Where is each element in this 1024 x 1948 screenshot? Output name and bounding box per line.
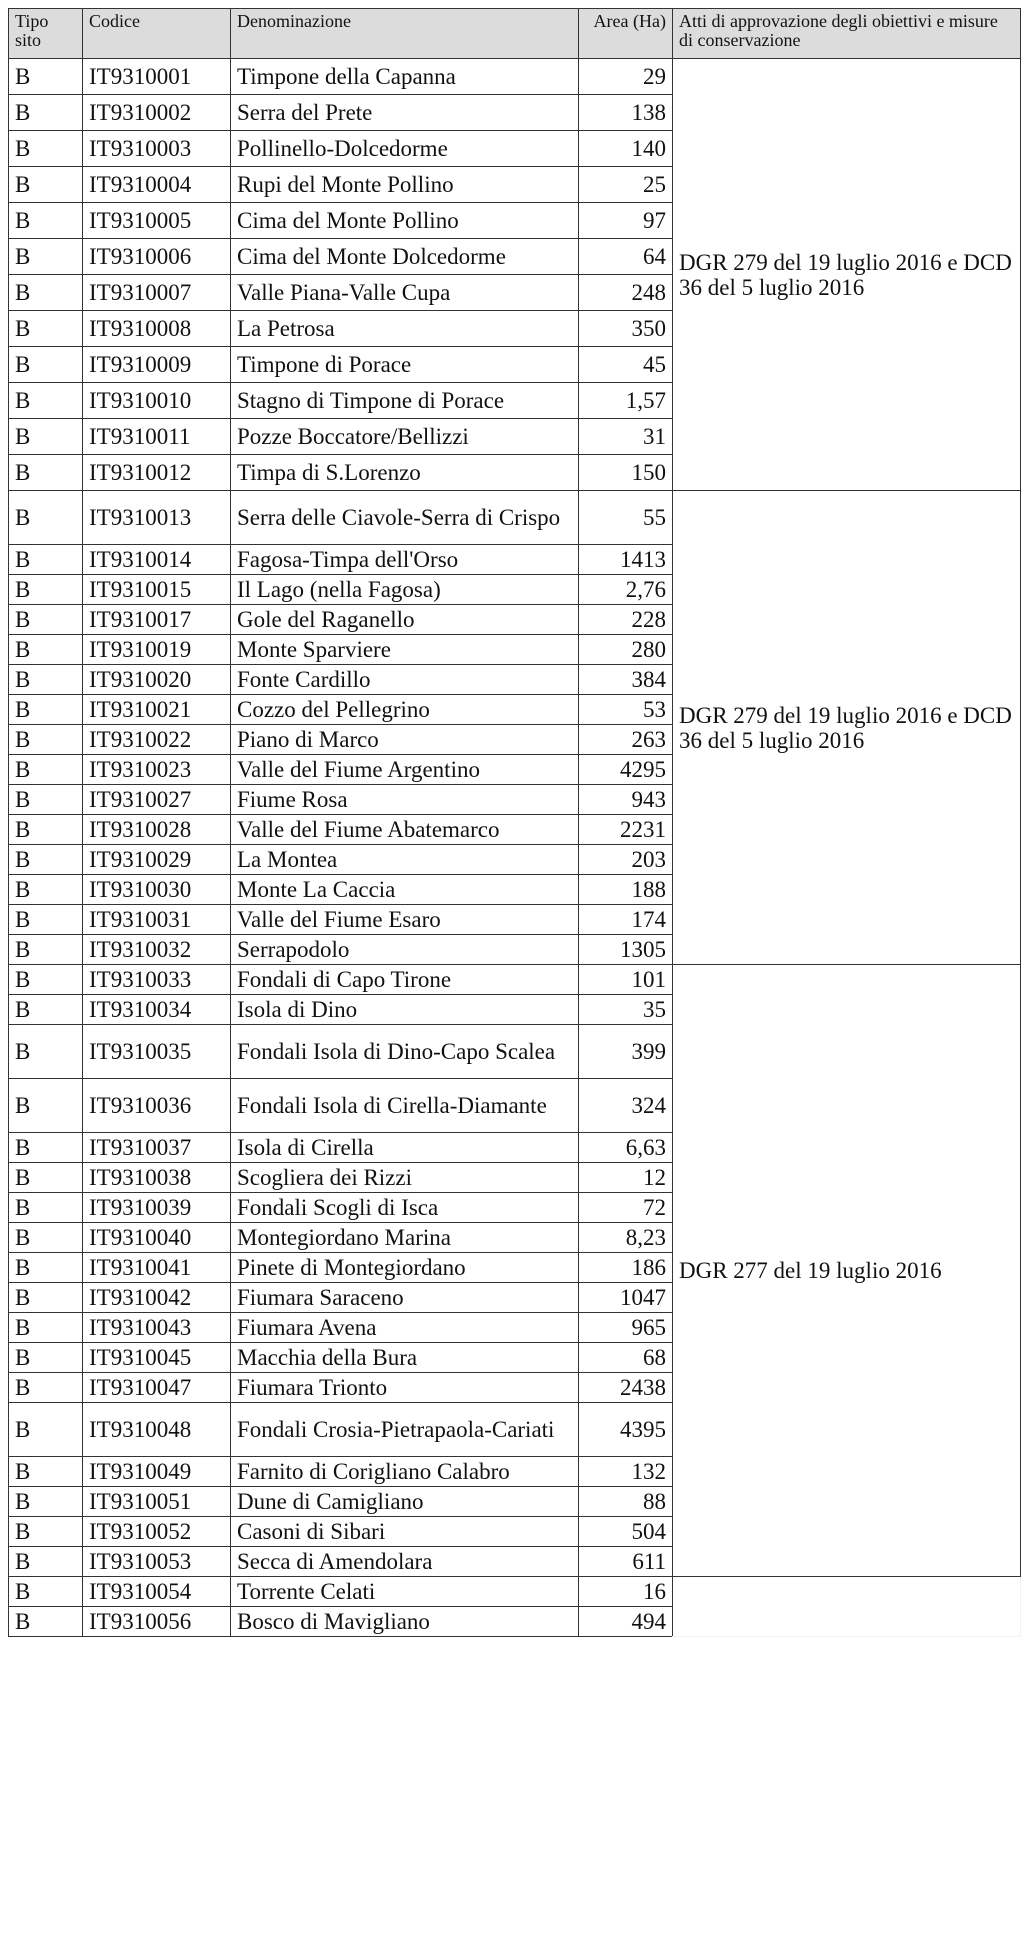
cell-denominazione: Stagno di Timpone di Porace [231, 383, 579, 419]
cell-denominazione: Timpa di S.Lorenzo [231, 455, 579, 491]
cell-tipo-sito: B [9, 875, 83, 905]
cell-denominazione: Serra delle Ciavole-Serra di Crispo [231, 491, 579, 545]
cell-tipo-sito: B [9, 1343, 83, 1373]
cell-tipo-sito: B [9, 1487, 83, 1517]
cell-tipo-sito: B [9, 1223, 83, 1253]
cell-denominazione: Montegiordano Marina [231, 1223, 579, 1253]
cell-tipo-sito: B [9, 1253, 83, 1283]
cell-codice: IT9310031 [83, 905, 231, 935]
table-header [9, 9, 1021, 59]
cell-area: 97 [579, 203, 673, 239]
cell-tipo-sito: B [9, 845, 83, 875]
cell-area: 29 [579, 59, 673, 95]
cell-denominazione: Casoni di Sibari [231, 1517, 579, 1547]
cell-codice: IT9310042 [83, 1283, 231, 1313]
cell-denominazione: Cima del Monte Dolcedorme [231, 239, 579, 275]
cell-denominazione: Fondali Scogli di Isca [231, 1193, 579, 1223]
cell-area: 494 [579, 1607, 673, 1637]
cell-codice: IT9310032 [83, 935, 231, 965]
cell-area: 2,76 [579, 575, 673, 605]
cell-codice: IT9310020 [83, 665, 231, 695]
cell-area: 186 [579, 1253, 673, 1283]
cell-tipo-sito: B [9, 1025, 83, 1079]
cell-tipo-sito: B [9, 935, 83, 965]
cell-tipo-sito: B [9, 131, 83, 167]
cell-tipo-sito: B [9, 203, 83, 239]
cell-area: 64 [579, 239, 673, 275]
table-row [9, 965, 1021, 995]
cell-area: 228 [579, 605, 673, 635]
cell-denominazione: Fiumara Trionto [231, 1373, 579, 1403]
cell-area: 263 [579, 725, 673, 755]
cell-denominazione: La Petrosa [231, 311, 579, 347]
cell-denominazione: Fiume Rosa [231, 785, 579, 815]
header-area: Area (Ha) [579, 9, 673, 59]
cell-denominazione: Fiumara Saraceno [231, 1283, 579, 1313]
cell-denominazione: Macchia della Bura [231, 1343, 579, 1373]
cell-area: 150 [579, 455, 673, 491]
table-row [9, 491, 1021, 545]
cell-area: 138 [579, 95, 673, 131]
cell-tipo-sito: B [9, 491, 83, 545]
cell-denominazione: Torrente Celati [231, 1577, 579, 1607]
cell-denominazione: Serra del Prete [231, 95, 579, 131]
cell-denominazione: Cozzo del Pellegrino [231, 695, 579, 725]
cell-denominazione: Isola di Dino [231, 995, 579, 1025]
cell-codice: IT9310041 [83, 1253, 231, 1283]
cell-codice: IT9310039 [83, 1193, 231, 1223]
header-atti: Atti di approvazione degli obiettivi e misure di conservazione [673, 9, 1021, 59]
cell-atti-approvazione: DGR 279 del 19 luglio 2016 e DCD 36 del 5 luglio 2016 [673, 59, 1021, 491]
cell-area: 35 [579, 995, 673, 1025]
cell-codice: IT9310009 [83, 347, 231, 383]
cell-denominazione: Fondali Crosia-Pietrapaola-Cariati [231, 1403, 579, 1457]
cell-denominazione: Pollinello-Dolcedorme [231, 131, 579, 167]
cell-area: 1305 [579, 935, 673, 965]
cell-area: 1413 [579, 545, 673, 575]
cell-tipo-sito: B [9, 1517, 83, 1547]
cell-tipo-sito: B [9, 755, 83, 785]
cell-denominazione: Fondali Isola di Cirella-Diamante [231, 1079, 579, 1133]
cell-codice: IT9310004 [83, 167, 231, 203]
sites-table [8, 8, 1021, 1637]
cell-codice: IT9310023 [83, 755, 231, 785]
cell-codice: IT9310022 [83, 725, 231, 755]
cell-area: 384 [579, 665, 673, 695]
cell-tipo-sito: B [9, 695, 83, 725]
cell-atti-approvazione: DGR 277 del 19 luglio 2016 [673, 965, 1021, 1577]
cell-area: 4295 [579, 755, 673, 785]
cell-area: 350 [579, 311, 673, 347]
cell-tipo-sito: B [9, 1283, 83, 1313]
cell-codice: IT9310045 [83, 1343, 231, 1373]
cell-codice: IT9310030 [83, 875, 231, 905]
cell-area: 45 [579, 347, 673, 383]
cell-area: 248 [579, 275, 673, 311]
cell-codice: IT9310014 [83, 545, 231, 575]
cell-area: 12 [579, 1163, 673, 1193]
cell-codice: IT9310019 [83, 635, 231, 665]
cell-tipo-sito: B [9, 1079, 83, 1133]
cell-area: 25 [579, 167, 673, 203]
cell-tipo-sito: B [9, 905, 83, 935]
cell-tipo-sito: B [9, 785, 83, 815]
cell-denominazione: Valle del Fiume Argentino [231, 755, 579, 785]
cell-denominazione: Fonte Cardillo [231, 665, 579, 695]
cell-tipo-sito: B [9, 725, 83, 755]
cell-tipo-sito: B [9, 1607, 83, 1637]
cell-area: 965 [579, 1313, 673, 1343]
cell-denominazione: Gole del Raganello [231, 605, 579, 635]
cell-tipo-sito: B [9, 965, 83, 995]
cell-denominazione: Timpone della Capanna [231, 59, 579, 95]
cell-denominazione: Farnito di Corigliano Calabro [231, 1457, 579, 1487]
cell-area: 504 [579, 1517, 673, 1547]
cell-codice: IT9310054 [83, 1577, 231, 1607]
cell-area: 280 [579, 635, 673, 665]
cell-tipo-sito: B [9, 455, 83, 491]
cell-tipo-sito: B [9, 1193, 83, 1223]
cell-codice: IT9310001 [83, 59, 231, 95]
cell-area: 101 [579, 965, 673, 995]
cell-denominazione: Valle del Fiume Abatemarco [231, 815, 579, 845]
cell-codice: IT9310052 [83, 1517, 231, 1547]
cell-codice: IT9310037 [83, 1133, 231, 1163]
cell-codice: IT9310005 [83, 203, 231, 239]
table-row [9, 1577, 1021, 1607]
cell-area: 2438 [579, 1373, 673, 1403]
cell-tipo-sito: B [9, 1547, 83, 1577]
cell-tipo-sito: B [9, 575, 83, 605]
cell-tipo-sito: B [9, 59, 83, 95]
cell-area: 188 [579, 875, 673, 905]
document-page [8, 8, 1020, 1637]
cell-denominazione: Fagosa-Timpa dell'Orso [231, 545, 579, 575]
cell-denominazione: Serrapodolo [231, 935, 579, 965]
cell-denominazione: Fondali Isola di Dino-Capo Scalea [231, 1025, 579, 1079]
cell-area: 31 [579, 419, 673, 455]
cell-denominazione: Monte Sparviere [231, 635, 579, 665]
cell-denominazione: Isola di Cirella [231, 1133, 579, 1163]
cell-tipo-sito: B [9, 545, 83, 575]
cell-tipo-sito: B [9, 665, 83, 695]
cell-denominazione: Fondali di Capo Tirone [231, 965, 579, 995]
cell-denominazione: Valle del Fiume Esaro [231, 905, 579, 935]
cell-area: 88 [579, 1487, 673, 1517]
cell-tipo-sito: B [9, 275, 83, 311]
cell-area: 68 [579, 1343, 673, 1373]
cell-area: 174 [579, 905, 673, 935]
cell-area: 6,63 [579, 1133, 673, 1163]
cell-atti-empty [673, 1577, 1021, 1637]
cell-tipo-sito: B [9, 995, 83, 1025]
cell-codice: IT9310048 [83, 1403, 231, 1457]
cell-denominazione: Pozze Boccatore/Bellizzi [231, 419, 579, 455]
cell-area: 16 [579, 1577, 673, 1607]
cell-tipo-sito: B [9, 419, 83, 455]
cell-codice: IT9310033 [83, 965, 231, 995]
cell-codice: IT9310007 [83, 275, 231, 311]
cell-area: 943 [579, 785, 673, 815]
cell-area: 8,23 [579, 1223, 673, 1253]
cell-codice: IT9310008 [83, 311, 231, 347]
cell-codice: IT9310010 [83, 383, 231, 419]
table-body [9, 59, 1021, 1637]
cell-tipo-sito: B [9, 1373, 83, 1403]
cell-area: 324 [579, 1079, 673, 1133]
cell-codice: IT9310015 [83, 575, 231, 605]
cell-codice: IT9310017 [83, 605, 231, 635]
cell-tipo-sito: B [9, 1163, 83, 1193]
cell-area: 203 [579, 845, 673, 875]
cell-area: 140 [579, 131, 673, 167]
cell-codice: IT9310035 [83, 1025, 231, 1079]
cell-codice: IT9310027 [83, 785, 231, 815]
cell-area: 399 [579, 1025, 673, 1079]
cell-denominazione: Secca di Amendolara [231, 1547, 579, 1577]
cell-codice: IT9310040 [83, 1223, 231, 1253]
cell-area: 55 [579, 491, 673, 545]
cell-tipo-sito: B [9, 95, 83, 131]
header-denominazione: Denominazione [231, 9, 579, 59]
cell-codice: IT9310029 [83, 845, 231, 875]
cell-denominazione: Monte La Caccia [231, 875, 579, 905]
cell-codice: IT9310036 [83, 1079, 231, 1133]
cell-tipo-sito: B [9, 167, 83, 203]
cell-area: 132 [579, 1457, 673, 1487]
cell-codice: IT9310056 [83, 1607, 231, 1637]
cell-codice: IT9310043 [83, 1313, 231, 1343]
cell-tipo-sito: B [9, 383, 83, 419]
cell-codice: IT9310034 [83, 995, 231, 1025]
cell-area: 611 [579, 1547, 673, 1577]
cell-codice: IT9310002 [83, 95, 231, 131]
cell-codice: IT9310053 [83, 1547, 231, 1577]
cell-denominazione: Il Lago (nella Fagosa) [231, 575, 579, 605]
cell-denominazione: Piano di Marco [231, 725, 579, 755]
cell-denominazione: Fiumara Avena [231, 1313, 579, 1343]
cell-area: 1047 [579, 1283, 673, 1313]
cell-tipo-sito: B [9, 815, 83, 845]
cell-denominazione: Scogliera dei Rizzi [231, 1163, 579, 1193]
header-codice: Codice [83, 9, 231, 59]
cell-area: 53 [579, 695, 673, 725]
cell-denominazione: Dune di Camigliano [231, 1487, 579, 1517]
cell-codice: IT9310047 [83, 1373, 231, 1403]
cell-codice: IT9310003 [83, 131, 231, 167]
cell-denominazione: Cima del Monte Pollino [231, 203, 579, 239]
cell-tipo-sito: B [9, 1313, 83, 1343]
cell-denominazione: Bosco di Mavigliano [231, 1607, 579, 1637]
cell-denominazione: Timpone di Porace [231, 347, 579, 383]
cell-tipo-sito: B [9, 635, 83, 665]
table-row [9, 59, 1021, 95]
cell-atti-approvazione: DGR 279 del 19 luglio 2016 e DCD 36 del 5 luglio 2016 [673, 491, 1021, 965]
cell-tipo-sito: B [9, 311, 83, 347]
cell-tipo-sito: B [9, 1457, 83, 1487]
cell-codice: IT9310051 [83, 1487, 231, 1517]
cell-area: 1,57 [579, 383, 673, 419]
cell-tipo-sito: B [9, 347, 83, 383]
cell-tipo-sito: B [9, 1133, 83, 1163]
cell-codice: IT9310021 [83, 695, 231, 725]
cell-denominazione: La Montea [231, 845, 579, 875]
cell-codice: IT9310038 [83, 1163, 231, 1193]
cell-area: 72 [579, 1193, 673, 1223]
cell-codice: IT9310028 [83, 815, 231, 845]
cell-codice: IT9310013 [83, 491, 231, 545]
cell-tipo-sito: B [9, 1403, 83, 1457]
cell-tipo-sito: B [9, 239, 83, 275]
cell-denominazione: Rupi del Monte Pollino [231, 167, 579, 203]
cell-codice: IT9310006 [83, 239, 231, 275]
cell-tipo-sito: B [9, 1577, 83, 1607]
cell-area: 4395 [579, 1403, 673, 1457]
header-tipo-sito: Tipo sito [9, 9, 83, 59]
cell-area: 2231 [579, 815, 673, 845]
cell-denominazione: Valle Piana-Valle Cupa [231, 275, 579, 311]
cell-denominazione: Pinete di Montegiordano [231, 1253, 579, 1283]
cell-codice: IT9310049 [83, 1457, 231, 1487]
cell-codice: IT9310011 [83, 419, 231, 455]
cell-tipo-sito: B [9, 605, 83, 635]
cell-codice: IT9310012 [83, 455, 231, 491]
